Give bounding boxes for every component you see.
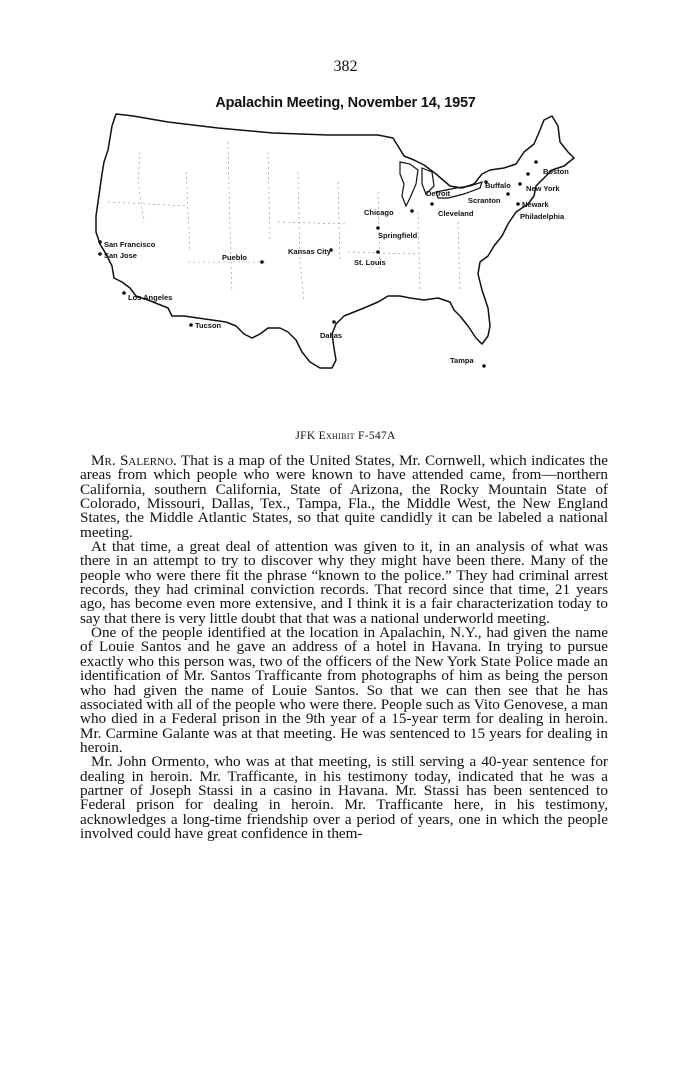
city-label-newark: Newark	[522, 200, 549, 209]
testimony-text	[80, 454, 608, 841]
city-label-kansas-city: Kansas City	[288, 247, 331, 256]
city-label-philadelphia: Philadelphia	[520, 212, 565, 221]
paragraph-1-text: That is a map of the United States, Mr. Cornwell, which indicates the areas from which people who were known to have attended came, from—northern California, southern California, State of Arizona, the Rocky Mountain State of Colorado, Missouri, Dallas, Tex., Tampa, Fla., the Middle West, the New England States, the Middle Atlantic States, so that quite candidly it can be labeled a national meeting.	[80, 452, 608, 541]
city-label-detroit: Detroit	[426, 189, 451, 198]
speaker-name: Mr. Salerno.	[91, 452, 177, 469]
city-label-san-francisco: San Francisco	[104, 240, 156, 249]
city-label-dallas: Dallas	[320, 331, 343, 340]
exhibit-caption-text: JFK Exhibit F-547A	[295, 430, 396, 442]
city-label-tucson: Tucson	[195, 321, 222, 330]
map-title: Apalachin Meeting, November 14, 1957	[215, 95, 476, 111]
city-label-cleveland: Cleveland	[438, 209, 474, 218]
us-outline	[96, 114, 574, 368]
city-label-buffalo: Buffalo	[485, 181, 511, 190]
page-number: 382	[333, 58, 358, 75]
paragraph-3: One of the people identified at the location in Apalachin, N.Y., had given the name of Louie Santos and he gave an address of a hotel in Havana. In trying to pursue exactly who this person was, two of the officers of the New York State Police made an identification of Mr. Santos Trafficante from photographs of him as being the person who had given the name of Louie Santos. So that we can then see that he has associated with all of the people who were there. People such as Vito Genovese, a man who died in a Federal prison in the 9th year of a 15-year term for dealing in heroin. Mr. Carmine Galante was at that meeting. He was sentenced to 15 years for dealing in heroin.	[80, 624, 608, 756]
city-label-chicago: Chicago	[364, 208, 394, 217]
paragraph-1	[80, 454, 608, 540]
city-label-new-york: New York	[526, 184, 560, 193]
city-label-boston: Boston	[543, 167, 569, 176]
city-label-tampa: Tampa	[450, 356, 474, 365]
city-label-scranton: Scranton	[468, 196, 501, 205]
city-label-los-angeles: Los Angeles	[128, 293, 173, 302]
exhibit-caption	[0, 430, 691, 442]
city-label-san-jose: San Jose	[104, 251, 137, 260]
us-map-figure	[88, 112, 600, 402]
paragraph-2: At that time, a great deal of attention was given to it, in an analysis of what was there in an attempt to try to discover why they might have been there. Many of the people who were there fit the phrase “known to the police.” They had criminal arrest records, they had criminal conviction records. That record since that time, 21 years ago, has become even more extensive, and I think it is a fair characterization today to say that there is very little doubt that that was a national underworld meeting.	[80, 538, 608, 627]
city-label-pueblo: Pueblo	[222, 253, 248, 262]
state-boundaries	[108, 142, 460, 302]
city-label-st-louis: St. Louis	[354, 258, 386, 267]
us-map	[88, 112, 600, 402]
city-label-springfield: Springfield	[378, 231, 418, 240]
paragraph-4: Mr. John Ormento, who was at that meeting, is still serving a 40-year sentence for dealing in heroin. Mr. Trafficante, in his testimony today, indicated that he was a partner of Joseph Stassi in a casino in Havana. Mr. Stassi has been sentenced to Federal prison for dealing in heroin. Mr. Trafficante here, in his testimony, acknowledges a long-time friendship over a period of years, one in which the people involved could have great confidence in them-	[80, 753, 608, 842]
